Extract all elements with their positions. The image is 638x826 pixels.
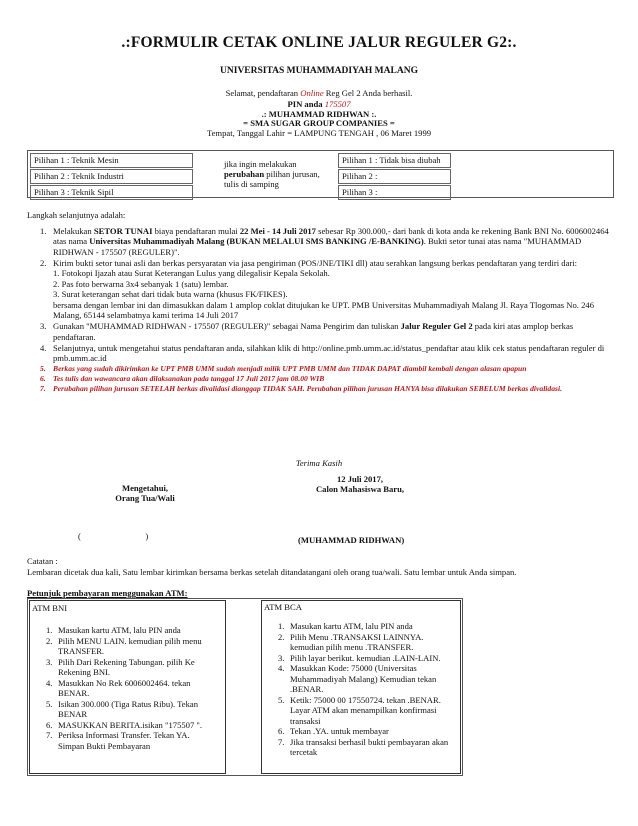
notes-label: Catatan :: [27, 556, 58, 566]
step-2-sub-3: 3. Surat keterangan sehat dari tidak buta warna (khusus FK/FIKES).: [53, 289, 288, 300]
atm-bca-step-6: [278, 726, 452, 736]
atm-bca-step-text: Tekan .YA. untuk membayar: [290, 726, 389, 737]
step-7: 7. Perubahan pilihan jurusan SETELAH berkas divalidasi dianggap TIDAK SAH. Perubahan pilihan jurusan HANYA bisa dilakukan SEBELUM berkas divalidasi.: [40, 383, 562, 393]
step-2-sub-2: 2. Pas foto berwarna 3x4 sebanyak 1 (satu) lembar.: [53, 278, 229, 289]
step-2-sub-1: 1. Fotokopi Ijazah atau Surat Keterangan Lulus yang dilegalisir Kepala Sekolah.: [53, 268, 330, 279]
atm-bni-step-number: 4.: [46, 677, 53, 688]
university-name: UNIVERSITAS MUHAMMADIYAH MALANG: [220, 66, 418, 76]
step-6: 6. Tes tulis dan wawancara akan dilaksanakan pada tanggal 17 Juli 2017 jam 08.00 WIB: [40, 374, 325, 384]
steps-list: [40, 226, 612, 394]
greeting-line: Selamat, pendaftaran Online Reg Gel 2 Anda berhasil.: [225, 88, 413, 98]
choice-change-3: Pilihan 3 :: [338, 185, 451, 200]
step-5: 5. Berkas yang sudah dikirimkan ke UPT PMB UMM sudah menjadi milik UPT PMB UMM dan TIDAK DAPAT diambil kembali dengan alasan apapun: [40, 364, 527, 374]
school-name: = SMA SUGAR GROUP COMPANIES =: [243, 118, 395, 128]
step-2-sub-4: bersama dengan lembar ini dan dimasukkan dalam 1 amplop coklat ditujukan ke UPT. PMB Universitas Muhammadiyah Malang Jl. Raya Tlogomas No. 246 Malang, 65144 selambatnya kami terima 14 Juli 2017: [53, 299, 594, 321]
atm-bca-step-number: 1.: [278, 621, 285, 632]
choices-note: jika ingin melakukan perubahan pilihan jurusan, tulis di samping: [224, 159, 320, 190]
atm-bni-step-number: 7.: [46, 730, 53, 741]
student-role: Calon Mahasiswa Baru,: [315, 484, 405, 495]
atm-bca-step-5: [278, 695, 452, 726]
choice-3: Pilihan 3 : Teknik Sipil: [30, 185, 193, 200]
atm-bca-step-2: [278, 632, 452, 653]
steps-heading: Langkah selanjutnya adalah:: [27, 210, 126, 220]
choices-left: [30, 153, 193, 200]
choice-change-2: Pilihan 2 :: [338, 169, 451, 184]
atm-bca-title: ATM BCA: [264, 602, 302, 612]
atm-bni-step-text: Masukkan No Rek 6006002464. tekan BENAR.: [58, 677, 191, 699]
atm-bca-steps: [278, 621, 452, 757]
atm-bni-step-2: [46, 636, 217, 657]
step-4: 4. Selanjutnya, untuk mengetahui status pendaftaran anda, silahkan klik di http://online.pmb.umm.ac.id/status_pendaftar atau klik cek status pendaftaran reguler di pmb.umm.ac.id: [40, 342, 605, 364]
atm-bni-step-number: 2.: [46, 635, 53, 646]
atm-bca-step-1: [278, 621, 452, 631]
step-2: 2. Kirim bukti setor tunai asli dan berkas persyaratan via jasa pengiriman (POS/JNE/TIKI dll) atau serahkan langsung berkas pendaftaran yang terdiri dari: 1. Fotokopi Ijazah atau Surat Keterangan Lulus yang dilegalisir Kepala Sekolah. 2. Pas foto berwarna 3x4 sebanyak 1 (satu) lembar. 3. Surat keterangan sehat dari tidak buta warna (khusus FK/FIKES). bersama dengan lembar ini dan dimasukkan dalam 1 amplop coklat ditujukan ke UPT. PMB Universitas Muhammadiyah Malang Jl. Raya Tlogomas No. 246 Malang, 65144 selambatnya kami terima 14 Juli 2017: [40, 258, 612, 321]
atm-bca-step-number: 7.: [278, 736, 285, 747]
atm-bni-step-6: [46, 720, 217, 730]
pin-line: PIN anda 175507: [287, 99, 351, 109]
atm-bni-step-1: [46, 625, 217, 635]
atm-bni-step-3: [46, 657, 217, 678]
atm-bca-step-number: 3.: [278, 652, 285, 663]
notes-text: Lembaran dicetak dua kali, Satu lembar kirimkan bersama berkas setelah ditandatangani oleh orang tua/wali. Satu lembar untuk Anda simpan.: [27, 567, 517, 577]
atm-bca-step-number: 4.: [278, 663, 285, 674]
atm-bca-step-number: 5.: [278, 694, 285, 705]
choice-change-1: Pilihan 1 : Tidak bisa diubah: [338, 153, 451, 168]
student-signature-name: (MUHAMMAD RIDHWAN): [298, 535, 405, 545]
atm-bni-step-5: [46, 699, 217, 720]
atm-bni-box: [29, 600, 226, 774]
atm-bni-step-text: Isikan 300.000 (Tiga Ratus Ribu). Tekan BENAR: [58, 698, 198, 720]
atm-bni-step-7: [46, 730, 217, 751]
atm-bca-step-text: Pilih Menu .TRANSAKSI LAINNYA. kemudian pilih menu .TRANSFER.: [290, 631, 424, 653]
atm-bni-step-number: 1.: [46, 625, 53, 636]
atm-bni-steps: [46, 625, 217, 751]
guardian-label: Mengetahui,: [121, 483, 169, 493]
atm-bni-step-number: 5.: [46, 698, 53, 709]
sign-date: 12 Juli 2017,: [336, 474, 384, 484]
atm-bca-step-number: 6.: [278, 726, 285, 737]
atm-bca-step-3: [278, 653, 452, 663]
atm-heading: Petunjuk pembayaran menggunakan ATM:: [27, 588, 188, 598]
choice-2: Pilihan 2 : Teknik Industri: [30, 169, 193, 184]
atm-bni-step-number: 6.: [46, 719, 53, 730]
atm-bni-step-text: Periksa Informasi Transfer. Tekan YA. Simpan Bukti Pembayaran: [58, 730, 190, 751]
birth-info: Tempat, Tanggal Lahir = LAMPUNG TENGAH , 06 Maret 1999: [206, 128, 432, 138]
form-title: .:FORMULIR CETAK ONLINE JALUR REGULER G2:.: [121, 34, 517, 51]
choices-right: [338, 153, 451, 200]
student-name: .: MUHAMMAD RIDHWAN :.: [261, 109, 377, 119]
atm-bni-step-4: [46, 678, 217, 699]
thanks-text: Terima Kasih: [295, 458, 343, 468]
atm-bni-step-text: MASUKKAN BERITA.isikan "175507 ".: [58, 719, 203, 730]
atm-bca-step-text: Masukan kartu ATM, lalu PIN anda: [290, 621, 413, 632]
guardian-block: [80, 483, 210, 504]
step-3: 3. Gunakan "MUHAMMAD RIDHWAN - 175507 (REGULER)" sebagai Nama Pengirim dan tuliskan Jalur Reguler Gel 2 pada kiri atas amplop berkas pendaftaran.: [40, 321, 574, 342]
atm-bca-step-7: [278, 737, 452, 758]
atm-bni-step-text: Pilih MENU LAIN. kemudian pilih menu TRANSFER.: [58, 635, 202, 657]
atm-bni-step-text: Pilih Dari Rekening Tabungan. pilih Ke Rekening BNI.: [58, 656, 195, 678]
atm-bca-step-text: Pilih layar berikut. kemudian .LAIN-LAIN.: [290, 652, 441, 663]
guardian-signature-blank: ( ): [78, 531, 149, 541]
atm-bca-step-number: 2.: [278, 631, 285, 642]
atm-bni-step-number: 3.: [46, 656, 53, 667]
step-1: 1. Melakukan SETOR TUNAI biaya pendaftaran mulai 22 Mei - 14 Juli 2017 sebesar Rp 300.000,- dari bank di kota anda ke rekening Bank BNI No. 6006002464 atas nama Universitas Muhammadiyah Malang (BUKAN MELALUI SMS BANKING /E-BANKING). Bukti setor tunai atas nama "MUHAMMAD RIDHWAN - 175507 (REGULER)".: [40, 226, 609, 257]
atm-bca-step-text: Jika transaksi berhasil bukti pembayaran akan tercetak: [290, 736, 449, 758]
atm-bca-step-text: Masukkan Kode: 75000 (Universitas Muhammadiyah Malang) Kemudian tekan .BENAR.: [290, 663, 437, 695]
atm-bni-step-text: Masukan kartu ATM, lalu PIN anda: [58, 625, 181, 636]
atm-bca-step-text: Ketik: 75000 00 17550724. tekan .BENAR. Layar ATM akan menampilkan konfirmasi transaksi: [290, 694, 441, 726]
atm-bni-title: ATM BNI: [32, 603, 68, 613]
atm-bca-step-4: [278, 663, 452, 694]
choice-1: Pilihan 1 : Teknik Mesin: [30, 153, 193, 168]
student-block: [290, 474, 430, 495]
guardian-role: Orang Tua/Wali: [115, 493, 175, 504]
atm-bca-box: [261, 600, 461, 774]
